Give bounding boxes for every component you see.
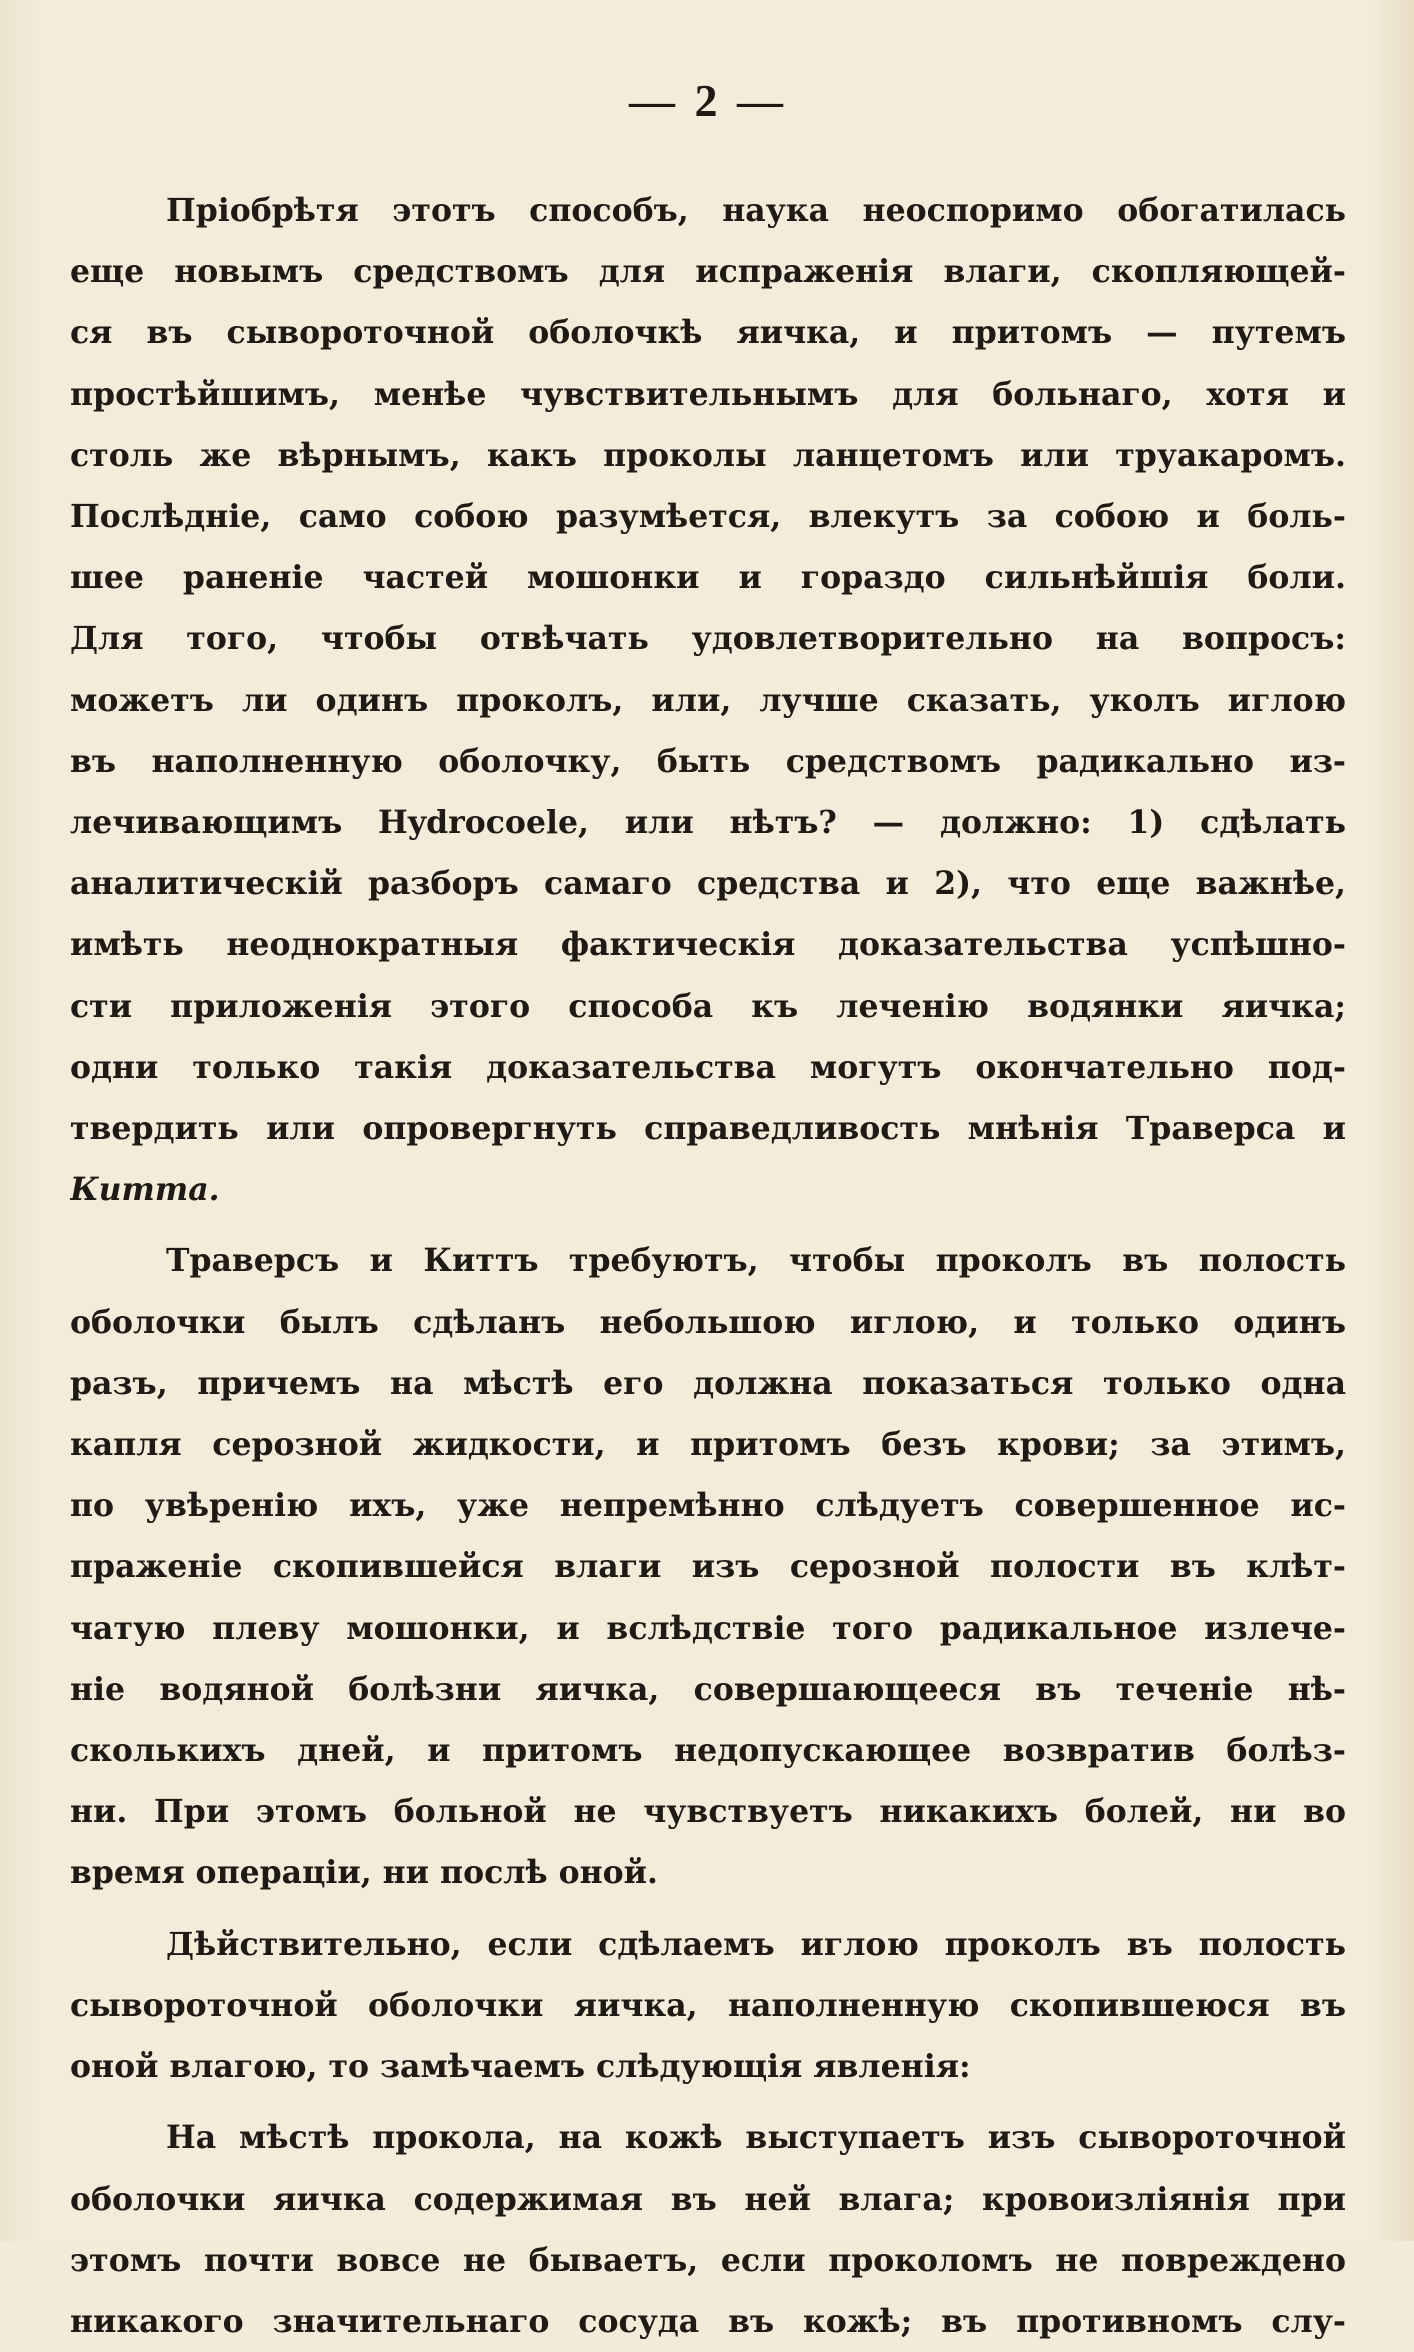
text-line: ни. При этомъ больной не чувствуетъ никакихъ болей, ни во [70, 1793, 1346, 1831]
text-line: одни только такія доказательства могутъ окончательно под- [70, 1048, 1346, 1086]
text-line: время операціи, ни послѣ оной. [70, 1854, 658, 1892]
text-line: оболочки яичка содержимая въ ней влага; кровоизліянія при [70, 2180, 1346, 2218]
paragraph-4 [70, 2107, 1346, 2352]
text-line: шее раненіе частей мошонки и гораздо сильнѣйшія боли. [70, 559, 1346, 597]
text-line: сти приложенія этого способа къ леченію водянки яичка; [70, 987, 1346, 1025]
text-line: Послѣдніе, само собою разумѣется, влекутъ за собою и боль- [70, 498, 1346, 536]
text-line: твердить или опровергнуть справедливость мнѣнія Траверса и [70, 1110, 1346, 1148]
text-line: Для того, чтобы отвѣчать удовлетворительно на вопросъ: [70, 620, 1346, 658]
text-line: никакого значительнаго сосуда въ кожѣ; въ противномъ слу- [70, 2302, 1346, 2340]
text-line: Китта. [70, 1171, 220, 1209]
text-line: лечивающимъ Hydrocoele, или нѣтъ? — должно: 1) сдѣлать [70, 804, 1346, 842]
text-line: Траверсъ и Киттъ требуютъ, чтобы проколъ въ полость [166, 1242, 1346, 1280]
text-line: можетъ ли одинъ проколъ, или, лучше сказать, уколъ иглою [70, 681, 1346, 719]
paragraph-1 [70, 180, 1346, 1220]
text-line: Дѣйствительно, если сдѣлаемъ иглою проколъ въ полость [166, 1925, 1346, 1963]
text-line: имѣть неоднократныя фактическія доказательства успѣшно- [70, 926, 1346, 964]
text-line: аналитическій разборъ самаго средства и 2), что еще важнѣе, [70, 865, 1346, 903]
text-line: На мѣстѣ прокола, на кожѣ выступаетъ изъ сывороточной [166, 2119, 1346, 2157]
text-line: оболочки былъ сдѣланъ небольшою иглою, и только одинъ [70, 1303, 1346, 1341]
text-line: чатую плеву мошонки, и вслѣдствіе того радикальное излече- [70, 1609, 1346, 1647]
text-line: ся въ сывороточной оболочкѣ яичка, и притомъ — путемъ [70, 314, 1346, 352]
text-line: столь же вѣрнымъ, какъ проколы ланцетомъ или труакаромъ. [70, 436, 1346, 474]
text-line: ніе водяной болѣзни яичка, совершающееся въ теченіе нѣ- [70, 1670, 1346, 1708]
text-line: этомъ почти вовсе не бываетъ, если проколомъ не повреждено [70, 2241, 1346, 2279]
text-line: сколькихъ дней, и притомъ недопускающее возвратив болѣз- [70, 1732, 1346, 1770]
text-line: еще новымъ средствомъ для испраженія влаги, скопляющей- [70, 253, 1346, 291]
page-number: — 2 — [629, 75, 787, 126]
text-line: праженіе скопившейся влаги изъ серозной полости въ клѣт- [70, 1548, 1346, 1586]
text-line: по увѣренію ихъ, уже непремѣнно слѣдуетъ совершенное ис- [70, 1487, 1346, 1525]
text-line: капля серозной жидкости, и притомъ безъ крови; за этимъ, [70, 1426, 1346, 1464]
text-line: въ наполненную оболочку, быть средствомъ радикально из- [70, 742, 1346, 780]
text-line: Пріобрѣтя этотъ способъ, наука неоспоримо обогатилась [166, 192, 1346, 229]
text-line: оной влагою, то замѣчаемъ слѣдующія явленія: [70, 2048, 971, 2086]
text-line: сывороточной оболочки яичка, наполненную скопившеюся въ [70, 1986, 1346, 2024]
text-line: разъ, причемъ на мѣстѣ его должна показаться только одна [70, 1364, 1346, 1402]
paragraph-3 [70, 1914, 1346, 2098]
text-line: простѣйшимъ, менѣе чувствительнымъ для больнаго, хотя и [70, 375, 1346, 413]
paragraph-2 [70, 1230, 1346, 1903]
